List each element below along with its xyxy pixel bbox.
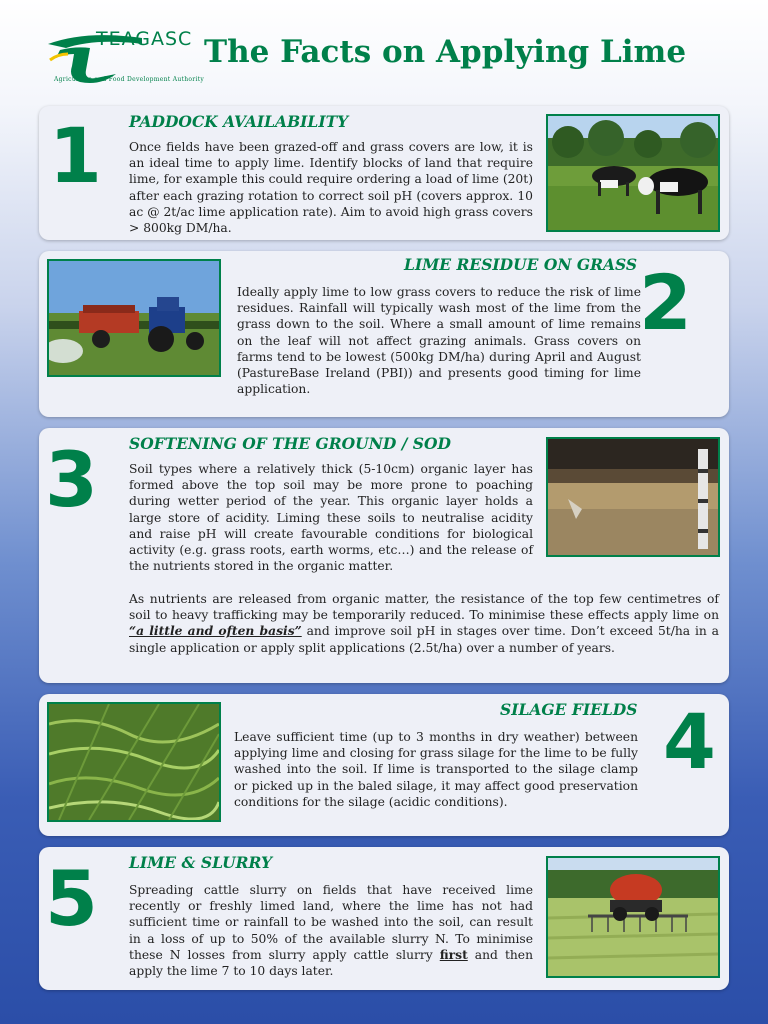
section-heading: SILAGE FIELDS	[500, 700, 638, 719]
slurry-tanker-photo	[546, 856, 720, 978]
page-title: The Facts on Applying Lime	[204, 34, 687, 70]
section-number: 5	[45, 854, 98, 943]
section-body-continued	[129, 591, 719, 656]
section-heading: PADDOCK AVAILABILITY	[129, 112, 349, 131]
section-number: 3	[45, 435, 98, 524]
section-heading: LIME RESIDUE ON GRASS	[404, 255, 638, 274]
section-body: Leave sufficient time (up to 3 months in dry weather) between applying lime and closing for grass silage for the lime to be fully washed into the soil. If lime is transported to the silage clamp or picked up in the baled silage, it may affect good preservation conditions for the silage (acidic conditions).	[234, 730, 638, 809]
tractor-lime-spreader-photo	[47, 259, 221, 377]
logo-wordmark: TEAGASC	[96, 28, 193, 50]
section-card-1	[39, 106, 729, 240]
section-body-continued-b: and improve soil pH in stages over time. Don’t exceed 5t/ha in a single application or apply split applications (2.5t/ha) over a number of years.	[129, 624, 720, 655]
section-card-2	[39, 251, 729, 417]
section-heading: LIME & SLURRY	[129, 853, 273, 872]
section-body: Once fields have been grazed-off and grass covers are low, it is an ideal time to apply lime. Identify blocks of land that require lime, for example this could require ordering a load of lime (20t) after each grazing rotation to correct soil pH (covers approx. 10 ac @ 2t/ac lime application rate). Aim to avoid high grass covers > 800kg DM/ha.	[129, 140, 533, 236]
logo-subtitle: Agriculture and Food Development Authority	[54, 76, 205, 83]
section-body	[129, 882, 533, 979]
cows-grazing-photo	[546, 114, 720, 232]
section-body-continued-a: As nutrients are released from organic matter, the resistance of the top few centimetres of soil to heavy trafficking may be temporarily reduced. To minimise these effects apply lime on	[129, 592, 719, 623]
section-number: 2	[639, 258, 692, 347]
grass-silage-photo	[47, 702, 221, 822]
section-number: 1	[49, 111, 102, 200]
header	[0, 0, 768, 100]
section-number: 4	[663, 697, 716, 786]
section-card-3	[39, 428, 729, 683]
section-heading: SOFTENING OF THE GROUND / SOD	[129, 434, 451, 453]
section-card-4	[39, 694, 729, 836]
section-body-b: and then apply the lime 7 to 10 days later.	[129, 947, 533, 979]
section-body: Soil types where a relatively thick (5-10cm) organic layer has formed above the top soil may be more prone to poaching during wetter period of the year. This organic layer holds a large store of acidity. Liming these soils to neutralise acidity and raise pH will create favourable conditions for biological activity (e.g. grass roots, earth worms, etc…) and the release of the nutrients stored in the organic matter.	[129, 462, 533, 574]
section-body: Ideally apply lime to low grass covers to reduce the risk of lime residues. Rainfall will typically wash most of the lime from the grass down to the soil. Where a small amount of lime remains on the leaf will not affect grazing animals. Grass covers on farms tend to be lowest (500kg DM/ha) during April and August (PastureBase Ireland (PBI)) and presents good timing for lime application.	[237, 285, 641, 397]
soil-profile-photo	[546, 437, 720, 557]
emphasis-text: “a little and often basis”	[129, 623, 302, 639]
emphasis-text: first	[439, 946, 468, 962]
section-body-a: Spreading cattle slurry on fields that have received lime recently or freshly limed land, where the lime has not had sufficient time or rainfall to be washed into the soil, can result in a loss of up to 50% of the available slurry N. To minimise these N losses from slurry apply cattle slurry	[129, 883, 533, 962]
section-card-5	[39, 847, 729, 990]
